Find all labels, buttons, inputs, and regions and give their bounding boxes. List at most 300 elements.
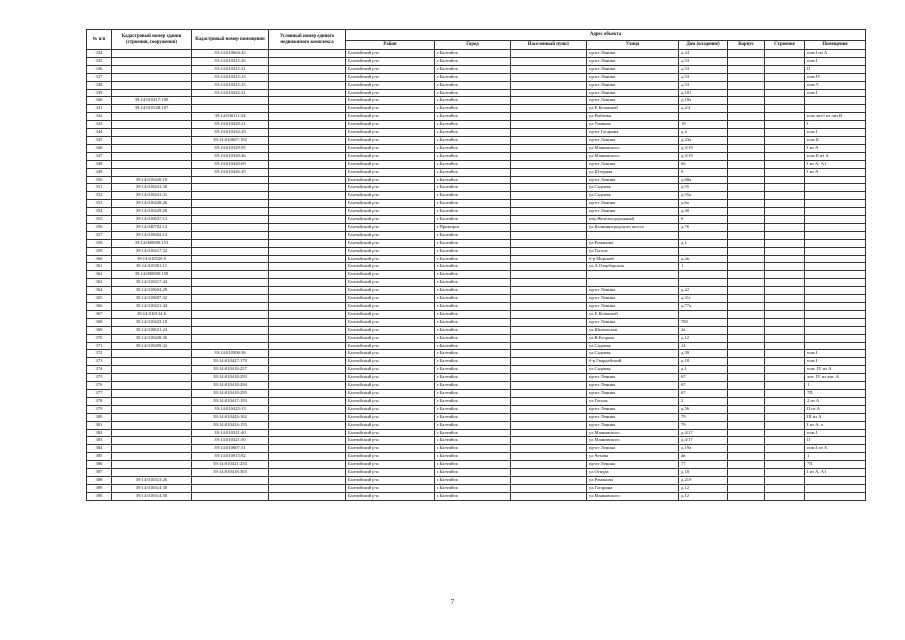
cell-building: [728, 223, 765, 231]
cell-room: [805, 303, 866, 311]
cell-complex-number: [269, 326, 346, 334]
cell-complex-number: [269, 421, 346, 429]
cell-complex-number: [269, 57, 346, 65]
cell-street: пр-кт Ленина: [587, 208, 679, 216]
cell-street: пр-кт Ленина: [587, 176, 679, 184]
cell-house: 4в: [679, 453, 728, 461]
cell-complex-number: [269, 461, 346, 469]
cell-street: пр-кт Ленина: [587, 382, 679, 390]
cell-street: пр-кт Ленина: [587, 461, 679, 469]
table-row: [87, 334, 866, 342]
cell-building: [728, 303, 765, 311]
cell-room: [805, 326, 866, 334]
cell-city: г.Балтийск: [435, 65, 511, 73]
cell-city: г.Балтийск: [435, 484, 511, 492]
cell-structure: [765, 255, 805, 263]
cell-room: [805, 192, 866, 200]
cell-room-cadastral: [192, 484, 269, 492]
cell-building-cadastral: [112, 144, 192, 152]
cell-settlement: [511, 413, 587, 421]
cell-house: 19: [679, 121, 728, 129]
cell-building: [728, 121, 765, 129]
cell-house: д.18а: [679, 97, 728, 105]
cell-room-cadastral: [192, 310, 269, 318]
cell-num: 340: [87, 97, 112, 105]
cell-structure: [765, 136, 805, 144]
cell-district: Балтийский р-н: [346, 208, 435, 216]
cell-house: 2а: [679, 326, 728, 334]
cell-settlement: [511, 176, 587, 184]
cell-district: Балтийский р-н: [346, 413, 435, 421]
cell-street: пр-кт Ленина: [587, 136, 679, 144]
cell-num: 357: [87, 231, 112, 239]
cell-structure: [765, 113, 805, 121]
cell-city: г.Балтийск: [435, 492, 511, 500]
cell-house: 9: [679, 216, 728, 224]
cell-settlement: [511, 152, 587, 160]
cell-structure: [765, 73, 805, 81]
cell-city: г.Балтийск: [435, 216, 511, 224]
cell-room: [805, 184, 866, 192]
cell-room: пом.I из А: [805, 445, 866, 453]
cell-complex-number: [269, 295, 346, 303]
cell-street: пр-кт Ленина: [587, 50, 679, 58]
cell-room-cadastral: [192, 303, 269, 311]
cell-num: 374: [87, 366, 112, 374]
cell-city: г.Балтийск: [435, 50, 511, 58]
cell-building-cadastral: 39:14:010431:31: [112, 192, 192, 200]
cell-structure: [765, 247, 805, 255]
cell-num: 370: [87, 334, 112, 342]
cell-building: [728, 57, 765, 65]
cell-settlement: [511, 476, 587, 484]
table-row: [87, 113, 866, 121]
cell-structure: [765, 303, 805, 311]
cell-street: б-р Морской: [587, 255, 679, 263]
cell-building-cadastral: 39:14:040702:12: [112, 223, 192, 231]
cell-settlement: [511, 453, 587, 461]
cell-room-cadastral: [192, 223, 269, 231]
cell-street: [587, 279, 679, 287]
cell-district: Балтийский р-н: [346, 453, 435, 461]
cell-building: [728, 113, 765, 121]
cell-settlement: [511, 216, 587, 224]
cell-room: [805, 334, 866, 342]
cell-street: ул.Калининградского шоссе: [587, 223, 679, 231]
cell-structure: [765, 389, 805, 397]
cell-structure: [765, 318, 805, 326]
table-row: [87, 318, 866, 326]
table-row: [87, 184, 866, 192]
cell-house: [679, 271, 728, 279]
cell-room: [805, 247, 866, 255]
cell-district: Балтийский р-н: [346, 461, 435, 469]
cell-building-cadastral: 39:14:010417:44: [112, 279, 192, 287]
cell-street: пр-кт Ленина: [587, 374, 679, 382]
cell-room-cadastral: 39:14:010422:21: [192, 89, 269, 97]
cell-num: 365: [87, 295, 112, 303]
cell-city: г.Балтийск: [435, 255, 511, 263]
cell-building: [728, 89, 765, 97]
table-row: [87, 326, 866, 334]
cell-room: пом.I: [805, 358, 866, 366]
header-house: Дом (владение): [679, 41, 728, 50]
cell-num: 375: [87, 374, 112, 382]
cell-settlement: [511, 105, 587, 113]
cell-complex-number: [269, 279, 346, 287]
cell-city: г.Балтийск: [435, 287, 511, 295]
table-row: [87, 216, 866, 224]
cell-room-cadastral: [192, 231, 269, 239]
cell-room-cadastral: 39:14:010604:43: [192, 50, 269, 58]
cell-room-cadastral: 39:14:010426:45: [192, 168, 269, 176]
cell-building-cadastral: 39:14:010602:13: [112, 231, 192, 239]
cell-house: д.3/19: [679, 152, 728, 160]
cell-complex-number: [269, 73, 346, 81]
cell-district: Балтийский р-н: [346, 73, 435, 81]
cell-num: 342: [87, 113, 112, 121]
table-row: [87, 389, 866, 397]
cell-street: пр-кт Ленина: [587, 73, 679, 81]
cell-settlement: [511, 65, 587, 73]
table-row: [87, 382, 866, 390]
cell-district: Балтийский р-н: [346, 421, 435, 429]
cell-room-cadastral: 39:14:010415:25: [192, 81, 269, 89]
cell-building: [728, 421, 765, 429]
cell-house: д.56: [679, 405, 728, 413]
table-row: [87, 374, 866, 382]
cell-house: д.2/4: [679, 105, 728, 113]
cell-building-cadastral: 39:14:010301:11: [112, 263, 192, 271]
cell-structure: [765, 184, 805, 192]
cell-building-cadastral: [112, 374, 192, 382]
cell-structure: [765, 461, 805, 469]
cell-house: д.12: [679, 492, 728, 500]
cell-building-cadastral: [112, 405, 192, 413]
cell-house: д.39: [679, 350, 728, 358]
cell-complex-number: [269, 318, 346, 326]
cell-structure: [765, 469, 805, 477]
cell-building-cadastral: [112, 389, 192, 397]
cell-complex-number: [269, 413, 346, 421]
cell-city: г.Балтийск: [435, 89, 511, 97]
cell-street: пр-кт Ленина: [587, 200, 679, 208]
cell-num: 372: [87, 350, 112, 358]
cell-complex-number: [269, 382, 346, 390]
cell-building: [728, 184, 765, 192]
cell-building: [728, 192, 765, 200]
header-city: Город: [435, 41, 511, 50]
cell-house: д.31г: [679, 295, 728, 303]
cell-num: 390: [87, 492, 112, 500]
cell-structure: [765, 366, 805, 374]
cell-building: [728, 374, 765, 382]
cell-building: [728, 413, 765, 421]
cell-house: д.76: [679, 223, 728, 231]
cell-room-cadastral: 39:14:010424:155: [192, 421, 269, 429]
cell-street: ул.Огнуда: [587, 469, 679, 477]
cell-building: [728, 318, 765, 326]
cell-house: д.101: [679, 89, 728, 97]
cell-settlement: [511, 342, 587, 350]
cell-num: 354: [87, 208, 112, 216]
cell-structure: [765, 445, 805, 453]
cell-district: Балтийский р-н: [346, 437, 435, 445]
cell-room-cadastral: [192, 263, 269, 271]
cell-room: 2 из А: [805, 397, 866, 405]
cell-complex-number: [269, 208, 346, 216]
cell-building-cadastral: [112, 81, 192, 89]
cell-num: 388: [87, 476, 112, 484]
cell-city: г.Балтийск: [435, 445, 511, 453]
cell-street: [587, 271, 679, 279]
cell-num: 377: [87, 389, 112, 397]
cell-room: [805, 255, 866, 263]
cell-complex-number: [269, 184, 346, 192]
cell-building: [728, 73, 765, 81]
cell-num: 361: [87, 263, 112, 271]
cell-room-cadastral: 39:14:010418:295: [192, 389, 269, 397]
cell-complex-number: [269, 429, 346, 437]
cell-city: г.Балтийск: [435, 469, 511, 477]
cell-room-cadastral: 39:14:010915:82: [192, 453, 269, 461]
table-row: [87, 397, 866, 405]
cell-room: I из А: [805, 144, 866, 152]
cell-house: д.77а: [679, 303, 728, 311]
cell-room-cadastral: 39:14:010418:293: [192, 374, 269, 382]
cell-building: [728, 239, 765, 247]
cell-city: г.Балтийск: [435, 318, 511, 326]
table-row: [87, 413, 866, 421]
cell-building-cadastral: 39:14:010637:13: [112, 216, 192, 224]
cell-street: ул.Маяковского: [587, 152, 679, 160]
cell-district: Балтийский р-н: [346, 184, 435, 192]
cell-building-cadastral: 39:14:000000:153: [112, 239, 192, 247]
cell-structure: [765, 350, 805, 358]
register-sheet: [86, 29, 865, 501]
cell-district: Балтийский р-н: [346, 318, 435, 326]
cell-building-cadastral: 39:14:010428:26: [112, 200, 192, 208]
table-row: [87, 129, 866, 137]
cell-room: пом.I: [805, 129, 866, 137]
cell-room-cadastral: [192, 184, 269, 192]
cell-room: [805, 492, 866, 500]
cell-room-cadastral: 39:14:010415:23: [192, 73, 269, 81]
cell-settlement: [511, 168, 587, 176]
table-row: [87, 358, 866, 366]
cell-house: д.1: [679, 239, 728, 247]
cell-settlement: [511, 350, 587, 358]
cell-settlement: [511, 492, 587, 500]
cell-city: г.Балтийск: [435, 429, 511, 437]
cell-building: [728, 65, 765, 73]
cell-room-cadastral: [192, 200, 269, 208]
cell-building: [728, 382, 765, 390]
cell-district: Балтийский р-н: [346, 57, 435, 65]
cell-num: 337: [87, 73, 112, 81]
cell-room: [805, 476, 866, 484]
cell-settlement: [511, 121, 587, 129]
cell-street: пр-кт Ленина: [587, 405, 679, 413]
cell-district: Балтийский р-н: [346, 168, 435, 176]
cell-street: пр-кт Ленина: [587, 421, 679, 429]
table-row: [87, 255, 866, 263]
cell-city: г.Балтийск: [435, 208, 511, 216]
table-row: [87, 73, 866, 81]
cell-structure: [765, 239, 805, 247]
cell-building-cadastral: [112, 50, 192, 58]
cell-building: [728, 310, 765, 318]
cell-building-cadastral: [112, 168, 192, 176]
cell-room-cadastral: [192, 271, 269, 279]
cell-room-cadastral: [192, 326, 269, 334]
cell-complex-number: [269, 366, 346, 374]
cell-building-cadastral: [112, 469, 192, 477]
header-district: Район: [346, 41, 435, 50]
cell-street: ул.Гоголя: [587, 397, 679, 405]
cell-building: [728, 279, 765, 287]
table-row: [87, 231, 866, 239]
cell-building-cadastral: [112, 445, 192, 453]
cell-num: 373: [87, 358, 112, 366]
cell-district: Балтийский р-н: [346, 429, 435, 437]
cell-settlement: [511, 50, 587, 58]
cell-city: г.Балтийск: [435, 421, 511, 429]
cell-structure: [765, 152, 805, 160]
cell-room: 1: [805, 382, 866, 390]
cell-settlement: [511, 397, 587, 405]
cell-structure: [765, 50, 805, 58]
cell-street: ул.А.Озерборская: [587, 263, 679, 271]
cell-num: 363: [87, 279, 112, 287]
cell-structure: [765, 429, 805, 437]
cell-street: ул.Садовая: [587, 184, 679, 192]
cell-city: г.Балтийск: [435, 271, 511, 279]
cell-room: [805, 342, 866, 350]
cell-room: [805, 295, 866, 303]
cell-settlement: [511, 310, 587, 318]
cell-city: г.Приморск: [435, 223, 511, 231]
cell-district: Балтийский р-н: [346, 366, 435, 374]
cell-complex-number: [269, 136, 346, 144]
cell-house: д.2в: [679, 255, 728, 263]
cell-city: г.Балтийск: [435, 374, 511, 382]
cell-num: 336: [87, 65, 112, 73]
table-row: [87, 176, 866, 184]
cell-house: д.55а: [679, 192, 728, 200]
cell-building: [728, 263, 765, 271]
cell-building: [728, 358, 765, 366]
cell-num: 371: [87, 342, 112, 350]
cell-structure: [765, 310, 805, 318]
cell-street: ул.Шторная: [587, 168, 679, 176]
cell-room: [805, 287, 866, 295]
cell-city: г.Балтийск: [435, 176, 511, 184]
cell-room-cadastral: 39:14:010428:21: [192, 121, 269, 129]
cell-city: г.Балтийск: [435, 129, 511, 137]
cell-city: г.Балтийск: [435, 247, 511, 255]
cell-district: Балтийский р-н: [346, 382, 435, 390]
cell-room: [805, 271, 866, 279]
cell-room: лит. IV из лит. А: [805, 374, 866, 382]
cell-building-cadastral: [112, 350, 192, 358]
cell-room: I из А, А1: [805, 469, 866, 477]
cell-house: д.24: [679, 50, 728, 58]
table-row: [87, 342, 866, 350]
cell-room-cadastral: 39:14:010425:13: [192, 405, 269, 413]
table-row: [87, 65, 866, 73]
cell-structure: [765, 484, 805, 492]
cell-room: [805, 484, 866, 492]
cell-complex-number: [269, 342, 346, 350]
cell-num: 345: [87, 136, 112, 144]
cell-structure: [765, 200, 805, 208]
cell-building-cadastral: [112, 413, 192, 421]
cell-building: [728, 81, 765, 89]
cell-building-cadastral: [112, 152, 192, 160]
cell-house: 77: [679, 461, 728, 469]
cell-structure: [765, 413, 805, 421]
cell-num: 384: [87, 445, 112, 453]
cell-num: 352: [87, 192, 112, 200]
cell-settlement: [511, 374, 587, 382]
cell-num: 381: [87, 421, 112, 429]
cell-num: 360: [87, 255, 112, 263]
cell-building: [728, 231, 765, 239]
cell-complex-number: [269, 129, 346, 137]
table-row: [87, 247, 866, 255]
cell-district: Балтийский р-н: [346, 397, 435, 405]
cell-city: г.Балтийск: [435, 168, 511, 176]
cell-street: ул.Садовая: [587, 366, 679, 374]
cell-settlement: [511, 81, 587, 89]
cell-building: [728, 405, 765, 413]
cell-settlement: [511, 484, 587, 492]
cell-house: д.3/19: [679, 144, 728, 152]
cell-num: 339: [87, 89, 112, 97]
cell-building: [728, 350, 765, 358]
cell-structure: [765, 342, 805, 350]
cell-district: Балтийский р-н: [346, 389, 435, 397]
cell-num: 346: [87, 144, 112, 152]
table-row: [87, 89, 866, 97]
cell-room: пом.лит.I из лит.В: [805, 113, 866, 121]
cell-num: 341: [87, 105, 112, 113]
cell-city: г.Балтийск: [435, 326, 511, 334]
cell-building: [728, 295, 765, 303]
cell-city: г.Балтийск: [435, 105, 511, 113]
table-row: [87, 295, 866, 303]
table-row: [87, 160, 866, 168]
cell-room: [805, 97, 866, 105]
cell-structure: [765, 192, 805, 200]
cell-room: I: [805, 121, 866, 129]
table-row: [87, 437, 866, 445]
cell-room-cadastral: [192, 192, 269, 200]
cell-room: [805, 216, 866, 224]
cell-settlement: [511, 263, 587, 271]
cell-house: д.12: [679, 484, 728, 492]
cell-complex-number: [269, 247, 346, 255]
cell-structure: [765, 129, 805, 137]
header-room-cadastral: Кадастровый номер помещения: [192, 30, 269, 50]
cell-house: д.12: [679, 334, 728, 342]
cell-street: ул.Шиповская: [587, 326, 679, 334]
cell-complex-number: [269, 287, 346, 295]
cell-building-cadastral: 39:14:010526:5: [112, 255, 192, 263]
cell-building: [728, 208, 765, 216]
cell-room-cadastral: [192, 255, 269, 263]
